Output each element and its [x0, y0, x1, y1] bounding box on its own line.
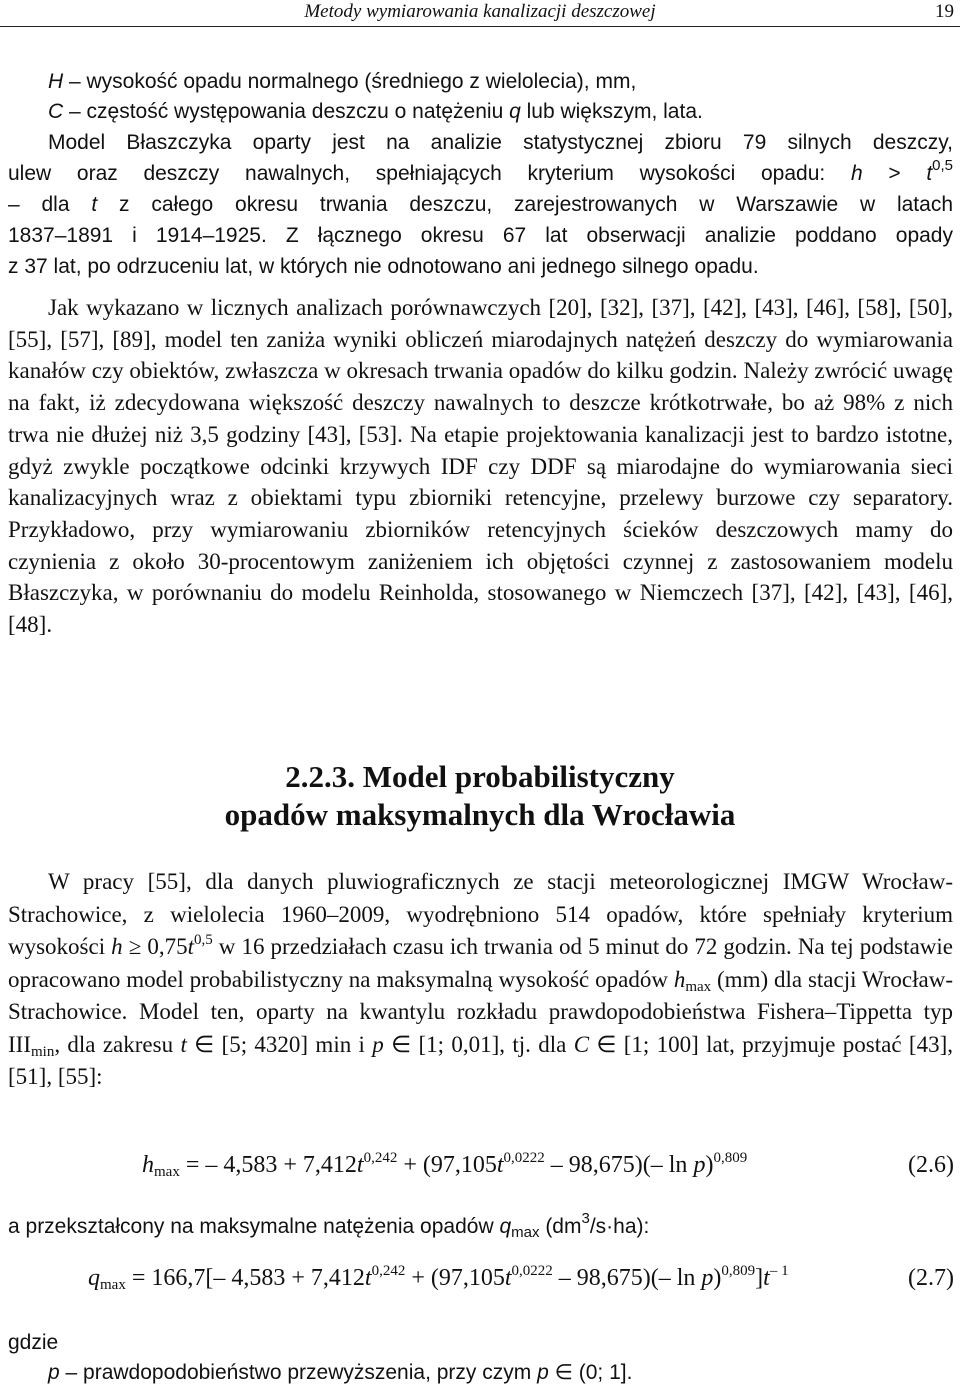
- paragraph-blaszczyk-model: Model Błaszczyka oparty jest na analizie statystycznej zbioru 79 silnych deszczy, ulew oraz deszczy nawalnych, spełniających kryterium wysokości opadu: $h > t^{0,5}$ – dla t z całego okresu trwania deszczu, zarejestrowanych w Warszawie w latach 1837–1891 i 1914–1925. Z łącznego okresu 67 lat obserwacji analizie poddano opady z 37 lat, po odrzuceniu lat, w których nie odnotowano ani jednego silnego opadu.: [8, 131, 954, 278]
- header-title: Metody wymiarowania kanalizacji deszczowej: [304, 1, 656, 22]
- definition-H: H – wysokość opadu normalnego (średniego z wielolecia), mm,: [48, 70, 637, 93]
- page-number: 19: [935, 1, 954, 22]
- section-heading: 2.2.3. Model probabilistyczny opadów maksymalnych dla Wrocławia: [224, 759, 736, 832]
- equation-2-6-body: $h_{max}$ = – $4,583 + 7,412t^{0,242} + (97,105t^{0,0222} - 98,675)(-$ ln p)$^{0,809}$: [142, 1150, 748, 1180]
- variable-definitions: [48, 67, 953, 127]
- transition-sentence: a przekształcony na maksymalne natężenia opadów $q_{max}$ $(dm^3/s\cdot ha)$:: [8, 1210, 650, 1241]
- equation-2-7-body: $q_{max} = 166,7[-$ $4,583 + 7,412t^{0,242} + (97,105t^{0,0222} - 98,675)(-$ $\ln p)^{0,809}]t^{- 1}$: [88, 1263, 789, 1293]
- paragraph-comparative-analyses: Jak wykazano w licznych analizach porównawczych [20], [32], [37], [42], [43], [46], [58], [50], [55], [57], [89], model ten zaniża wyniki obliczeń miarodajnych natężeń deszczy do wymiarowania kanałów czy obiektów, zwłaszcza w okresach trwania opadów do kilku godzin. Należy zwrócić uwagę na fakt, iż zdecydowana większość deszczy nawalnych to deszcze krótkotrwałe, bo aż 98% z nich trwa nie dłużej niż 3,5 godziny [43], [53]. Na etapie projektowania kanalizacji jest to bardzo istotne, gdyż zwykle początkowe odcinki krzywych IDF czy DDF są miarodajne do wymiarowania sieci kanalizacyjnych wraz z obiektami typu zbiorniki retencyjne, przelewy burzowe czy separatory. Przykładowo, przy wymiarowaniu zbiorników retencyjnych ścieków deszczowych mamy do czynienia z około 30-procentowym zaniżeniem ich objętości czynnej z zastosowaniem modelu Błaszczyka, w porównaniu do modelu Reinholda, stosowanego w Niemczech [37], [42], [43], [46], [48].: [8, 295, 953, 638]
- equation-2-6-number: (2.6): [908, 1152, 954, 1178]
- equation-2-7-number: (2.7): [908, 1265, 954, 1291]
- definition-p: p – prawdopodobieństwo przewyższenia, przy czym p ∈ (0; 1].: [48, 1361, 633, 1384]
- where-label: gdzie: [8, 1331, 59, 1354]
- paragraph-wroclaw-model: W pracy [55], dla danych pluwiograficznych ze stacji meteorologicznej IMGW Wrocław-Strachowice, z wielolecia 1960–2009, wyodrębniono 514 opadów, które spełniały kryterium wysokości $h \ge 0,75t^{0,5}$ w 16 przedziałach czasu ich trwania od 5 minut do 72 godzin. Na tej podstawie opracowano model probabilistyczny na maksymalną wysokość opadów $h_{max}$ (mm) dla stacji Wrocław-Strachowice. Model ten, oparty na kwantylu rozkładu prawdopodobieństwa Fishera–Tippetta typ $III_{min}$, dla zakresu t ∈ [5; 4320] min i p ∈ [1; 0,01], tj. dla C ∈ [1; 100] lat, przyjmuje postać [43], [51], [55]:: [8, 869, 953, 1089]
- running-header: [0, 0, 960, 27]
- definition-C: C – częstość występowania deszczu o natężeniu q lub większym, lata.: [48, 100, 703, 123]
